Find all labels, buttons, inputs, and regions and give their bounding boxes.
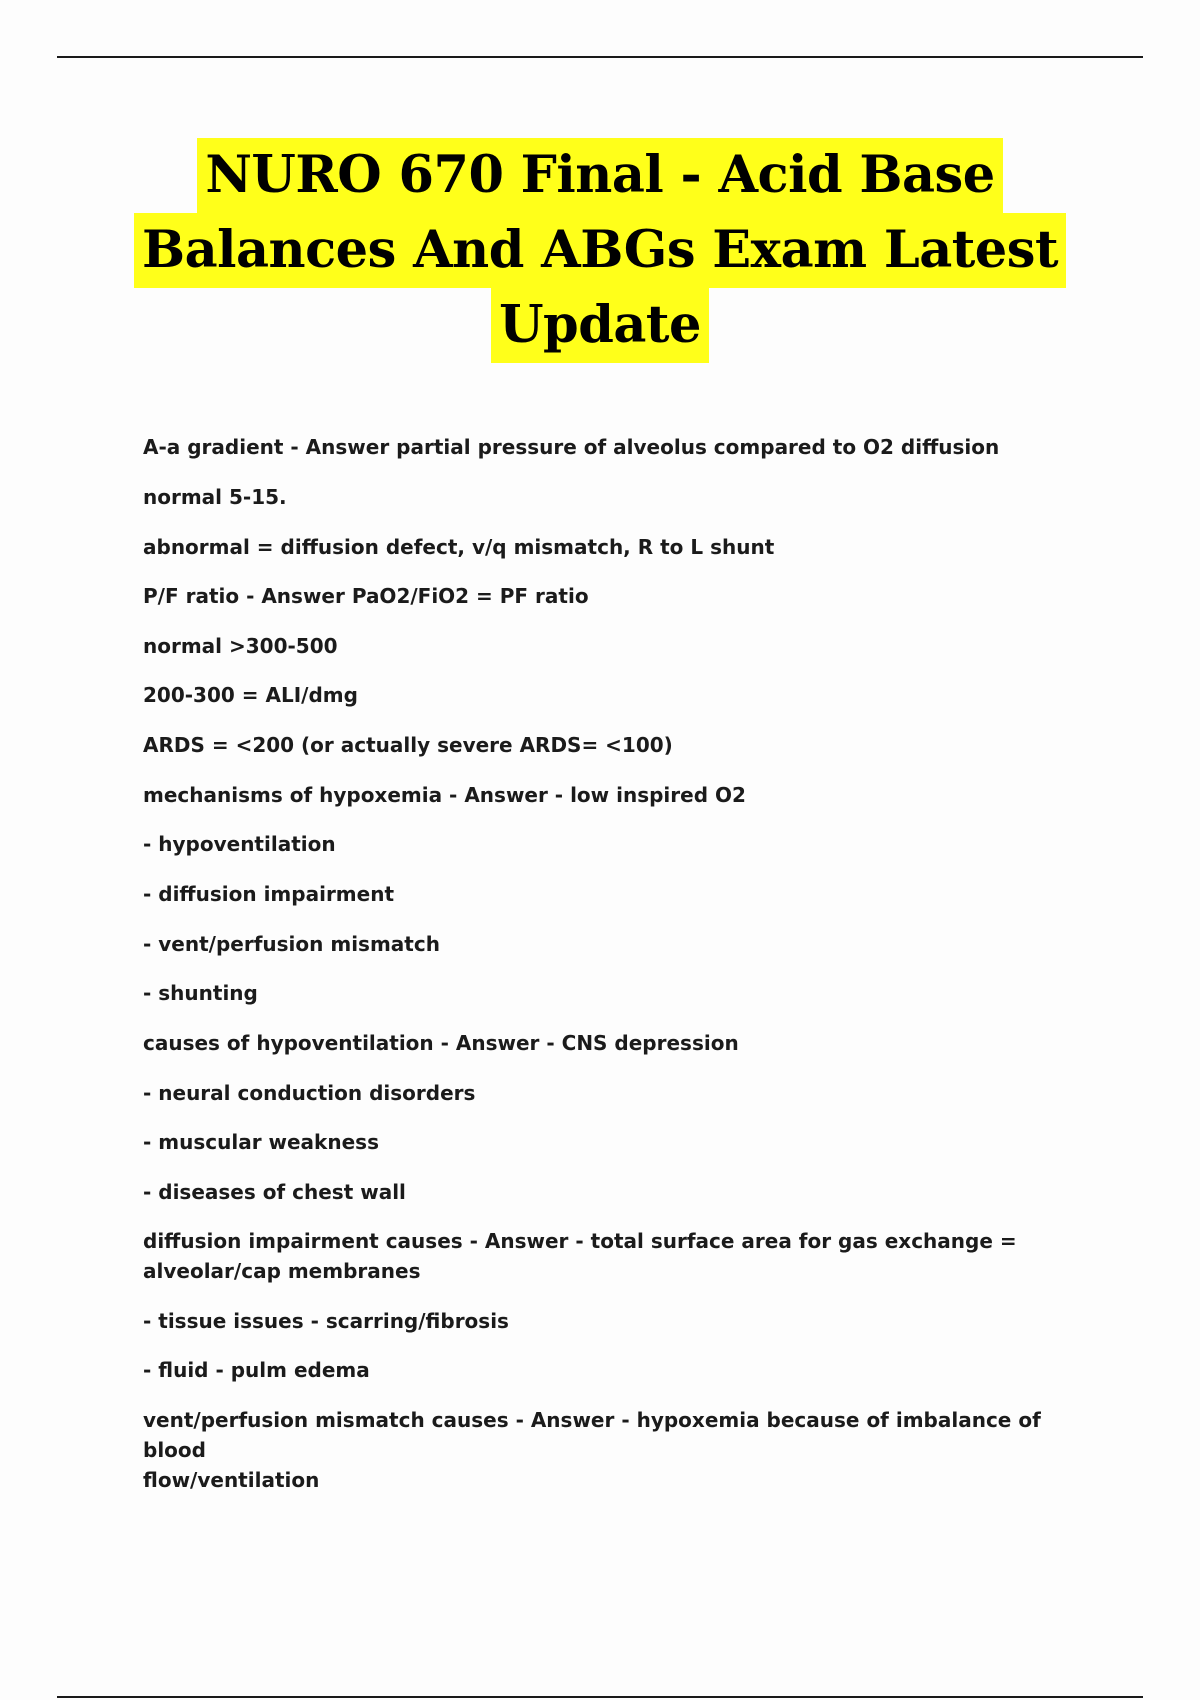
list-item: - diffusion impairment <box>143 882 395 906</box>
paragraph-ards: ARDS = <200 (or actually severe ARDS= <100) <box>143 733 673 757</box>
paragraph-hypoxemia-mechanisms: mechanisms of hypoxemia - Answer - low inspired O2 <box>143 783 746 807</box>
paragraph-abnormal: abnormal = diffusion defect, v/q mismatch, R to L shunt <box>143 535 775 559</box>
paragraph-diffusion-impairment-causes: diffusion impairment causes - Answer - total surface area for gas exchange = alveolar/cap membranes <box>143 1229 1017 1283</box>
paragraph-normal-range: normal 5-15. <box>143 485 287 509</box>
bottom-rule <box>57 1696 1143 1698</box>
document-body <box>143 432 1083 1495</box>
list-item: - vent/perfusion mismatch <box>143 932 440 956</box>
top-rule <box>57 56 1143 58</box>
list-item: - diseases of chest wall <box>143 1180 406 1204</box>
list-item: - shunting <box>143 981 258 1005</box>
title-line-3: Update <box>60 288 1140 363</box>
title-line-1: NURO 670 Final - Acid Base <box>60 138 1140 213</box>
document-title <box>60 138 1140 363</box>
paragraph-a-a-gradient: A-a gradient - Answer partial pressure of alveolus compared to O2 diffusion <box>143 435 1000 459</box>
paragraph-vq-mismatch-causes: vent/perfusion mismatch causes - Answer - hypoxemia because of imbalance of blood flow/ventilation <box>143 1408 1041 1492</box>
list-item: - neural conduction disorders <box>143 1081 476 1105</box>
paragraph-pf-ratio: P/F ratio - Answer PaO2/FiO2 = PF ratio <box>143 584 589 608</box>
paragraph-ali: 200-300 = ALI/dmg <box>143 683 358 707</box>
list-item: - fluid - pulm edema <box>143 1358 370 1382</box>
paragraph-hypoventilation-causes: causes of hypoventilation - Answer - CNS depression <box>143 1031 739 1055</box>
paragraph-pf-normal: normal >300-500 <box>143 634 338 658</box>
list-item: - muscular weakness <box>143 1130 379 1154</box>
title-line-2: Balances And ABGs Exam Latest <box>60 213 1140 288</box>
list-item: - tissue issues - scarring/fibrosis <box>143 1309 509 1333</box>
list-item: - hypoventilation <box>143 832 336 856</box>
